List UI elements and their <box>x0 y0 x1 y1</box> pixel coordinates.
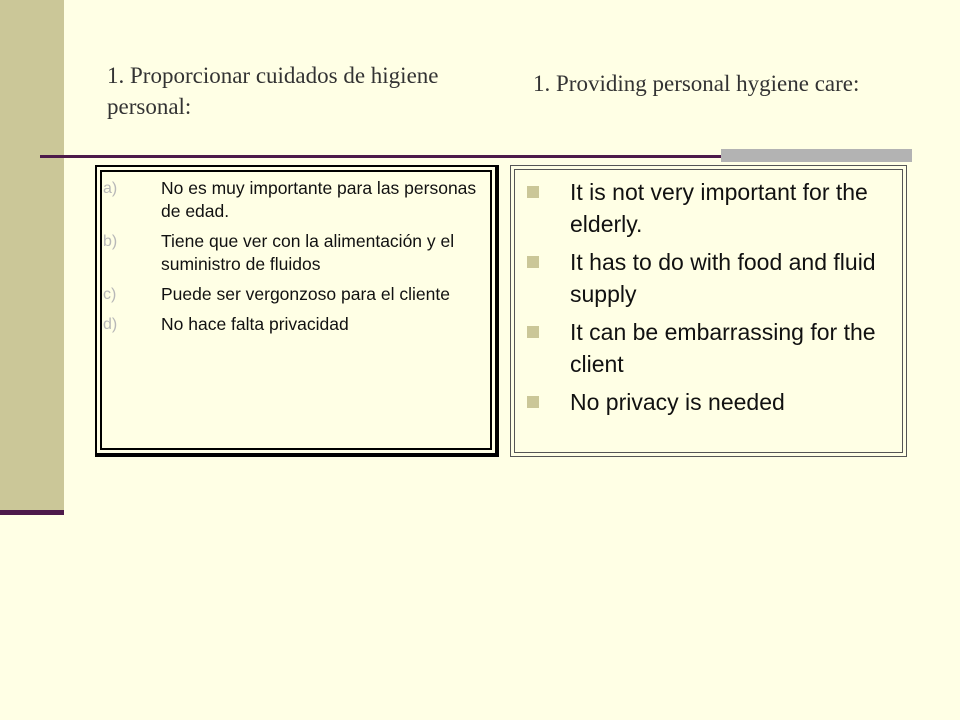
title-divider <box>40 155 722 158</box>
square-bullet-icon <box>527 326 539 338</box>
option-a-es <box>103 177 488 223</box>
option-text: It can be embarrassing for the client <box>570 319 876 377</box>
title-divider-accent <box>721 149 912 162</box>
english-options-box <box>510 165 907 457</box>
option-c-es <box>103 283 488 306</box>
english-options-list <box>525 176 895 424</box>
option-b-es <box>103 230 488 276</box>
option-marker: c) <box>103 286 117 303</box>
spanish-options-list <box>103 177 488 343</box>
option-3-en <box>525 316 895 380</box>
option-1-en <box>525 176 895 240</box>
square-bullet-icon <box>527 186 539 198</box>
title-english: 1. Providing personal hygiene care: <box>533 71 860 96</box>
option-text: Puede ser vergonzoso para el cliente <box>161 284 450 304</box>
left-accent-bar-cap <box>0 510 64 515</box>
square-bullet-icon <box>527 256 539 268</box>
title-spanish: 1. Proporcionar cuidados de higiene personal: <box>107 63 439 119</box>
square-bullet-icon <box>527 396 539 408</box>
option-text: It has to do with food and fluid supply <box>570 249 876 307</box>
option-2-en <box>525 246 895 310</box>
spanish-options-box <box>95 165 499 457</box>
left-accent-bar <box>0 0 64 512</box>
option-d-es <box>103 313 488 336</box>
option-marker: a) <box>103 180 118 197</box>
option-text: No hace falta privacidad <box>161 314 349 334</box>
option-text: It is not very important for the elderly. <box>570 179 868 237</box>
option-text: Tiene que ver con la alimentación y el suministro de fluidos <box>161 231 455 274</box>
option-4-en <box>525 386 895 418</box>
option-text: No privacy is needed <box>570 389 785 415</box>
option-marker: b) <box>103 233 118 250</box>
option-marker: d) <box>103 316 118 333</box>
option-text: No es muy importante para las personas de edad. <box>161 178 477 221</box>
